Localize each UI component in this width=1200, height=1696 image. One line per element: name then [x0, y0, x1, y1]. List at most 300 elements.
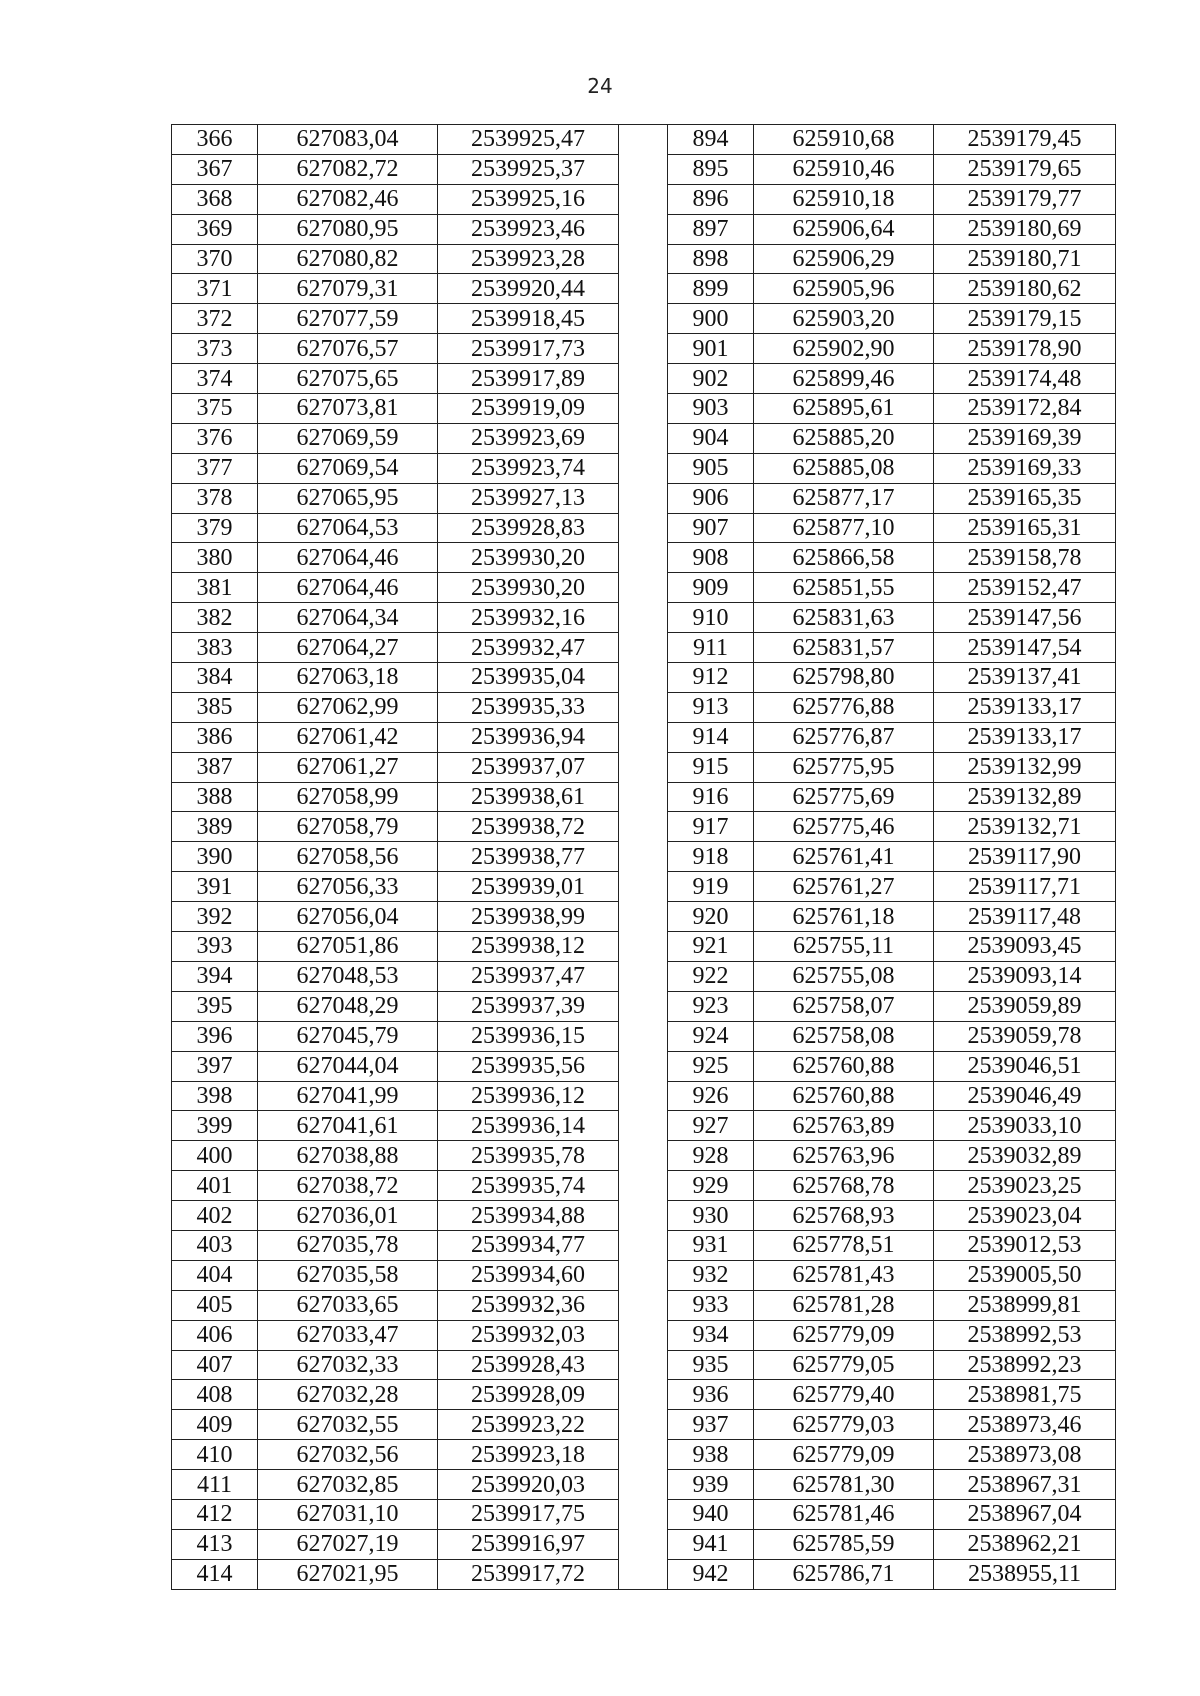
- table-row: [172, 932, 1116, 962]
- left-point-number-cell: 388: [172, 782, 258, 812]
- right-point-number-cell: 927: [668, 1111, 754, 1141]
- right-point-number-cell: 937: [668, 1410, 754, 1440]
- right-y-coordinate-cell: 2539180,69: [934, 214, 1116, 244]
- left-point-number-cell: 366: [172, 125, 258, 155]
- table-row: [172, 991, 1116, 1021]
- left-point-number-cell: 380: [172, 543, 258, 573]
- left-point-number-cell: 377: [172, 453, 258, 483]
- right-point-number-cell: 926: [668, 1081, 754, 1111]
- right-x-coordinate-cell: 625781,46: [754, 1499, 934, 1529]
- right-x-coordinate-cell: 625760,88: [754, 1051, 934, 1081]
- right-y-coordinate-cell: 2539059,89: [934, 991, 1116, 1021]
- table-row: [172, 812, 1116, 842]
- right-point-number-cell: 905: [668, 453, 754, 483]
- table-row: [172, 752, 1116, 782]
- right-point-number-cell: 902: [668, 364, 754, 394]
- right-y-coordinate-cell: 2539169,33: [934, 453, 1116, 483]
- right-y-coordinate-cell: 2538955,11: [934, 1559, 1116, 1589]
- left-point-number-cell: 400: [172, 1141, 258, 1171]
- column-gap: [619, 1081, 668, 1111]
- right-point-number-cell: 909: [668, 573, 754, 603]
- left-y-coordinate-cell: 2539936,14: [438, 1111, 619, 1141]
- column-gap: [619, 1260, 668, 1290]
- left-y-coordinate-cell: 2539938,77: [438, 842, 619, 872]
- left-x-coordinate-cell: 627032,55: [258, 1410, 438, 1440]
- left-y-coordinate-cell: 2539936,94: [438, 722, 619, 752]
- table-row: [172, 1141, 1116, 1171]
- table-row: [172, 603, 1116, 633]
- left-x-coordinate-cell: 627065,95: [258, 483, 438, 513]
- left-y-coordinate-cell: 2539928,83: [438, 513, 619, 543]
- right-x-coordinate-cell: 625866,58: [754, 543, 934, 573]
- table-row: [172, 692, 1116, 722]
- right-y-coordinate-cell: 2539178,90: [934, 334, 1116, 364]
- table-row: [172, 423, 1116, 453]
- right-point-number-cell: 895: [668, 154, 754, 184]
- right-point-number-cell: 903: [668, 394, 754, 424]
- left-point-number-cell: 407: [172, 1350, 258, 1380]
- right-point-number-cell: 910: [668, 603, 754, 633]
- column-gap: [619, 214, 668, 244]
- left-x-coordinate-cell: 627075,65: [258, 364, 438, 394]
- right-point-number-cell: 940: [668, 1499, 754, 1529]
- left-point-number-cell: 405: [172, 1290, 258, 1320]
- right-y-coordinate-cell: 2539165,31: [934, 513, 1116, 543]
- table-row: [172, 1021, 1116, 1051]
- left-point-number-cell: 368: [172, 184, 258, 214]
- right-x-coordinate-cell: 625763,96: [754, 1141, 934, 1171]
- left-y-coordinate-cell: 2539935,78: [438, 1141, 619, 1171]
- column-gap: [619, 394, 668, 424]
- right-point-number-cell: 908: [668, 543, 754, 573]
- left-point-number-cell: 410: [172, 1440, 258, 1470]
- left-point-number-cell: 412: [172, 1499, 258, 1529]
- column-gap: [619, 334, 668, 364]
- table-row: [172, 1201, 1116, 1231]
- left-y-coordinate-cell: 2539935,56: [438, 1051, 619, 1081]
- table-row: [172, 1290, 1116, 1320]
- column-gap: [619, 1111, 668, 1141]
- left-x-coordinate-cell: 627032,56: [258, 1440, 438, 1470]
- left-point-number-cell: 397: [172, 1051, 258, 1081]
- right-point-number-cell: 904: [668, 423, 754, 453]
- column-gap: [619, 423, 668, 453]
- column-gap: [619, 1499, 668, 1529]
- right-y-coordinate-cell: 2538999,81: [934, 1290, 1116, 1320]
- left-y-coordinate-cell: 2539937,07: [438, 752, 619, 782]
- right-x-coordinate-cell: 625910,18: [754, 184, 934, 214]
- column-gap: [619, 1350, 668, 1380]
- left-x-coordinate-cell: 627044,04: [258, 1051, 438, 1081]
- left-point-number-cell: 404: [172, 1260, 258, 1290]
- right-y-coordinate-cell: 2538992,23: [934, 1350, 1116, 1380]
- table-row: [172, 1260, 1116, 1290]
- column-gap: [619, 453, 668, 483]
- left-y-coordinate-cell: 2539932,16: [438, 603, 619, 633]
- table-row: [172, 1470, 1116, 1500]
- right-x-coordinate-cell: 625905,96: [754, 274, 934, 304]
- table-row: [172, 1350, 1116, 1380]
- table-row: [172, 842, 1116, 872]
- right-y-coordinate-cell: 2539147,56: [934, 603, 1116, 633]
- right-y-coordinate-cell: 2539152,47: [934, 573, 1116, 603]
- left-point-number-cell: 390: [172, 842, 258, 872]
- right-x-coordinate-cell: 625902,90: [754, 334, 934, 364]
- left-x-coordinate-cell: 627064,46: [258, 573, 438, 603]
- left-point-number-cell: 367: [172, 154, 258, 184]
- right-point-number-cell: 916: [668, 782, 754, 812]
- right-point-number-cell: 938: [668, 1440, 754, 1470]
- table-row: [172, 1559, 1116, 1589]
- column-gap: [619, 154, 668, 184]
- left-x-coordinate-cell: 627080,82: [258, 244, 438, 274]
- left-y-coordinate-cell: 2539935,33: [438, 692, 619, 722]
- column-gap: [619, 364, 668, 394]
- left-point-number-cell: 392: [172, 902, 258, 932]
- right-y-coordinate-cell: 2538962,21: [934, 1529, 1116, 1559]
- right-x-coordinate-cell: 625831,57: [754, 633, 934, 663]
- right-x-coordinate-cell: 625798,80: [754, 663, 934, 693]
- right-x-coordinate-cell: 625786,71: [754, 1559, 934, 1589]
- right-x-coordinate-cell: 625910,68: [754, 125, 934, 155]
- right-y-coordinate-cell: 2539132,71: [934, 812, 1116, 842]
- table-row: [172, 1499, 1116, 1529]
- left-y-coordinate-cell: 2539937,39: [438, 991, 619, 1021]
- left-point-number-cell: 386: [172, 722, 258, 752]
- right-point-number-cell: 917: [668, 812, 754, 842]
- left-y-coordinate-cell: 2539927,13: [438, 483, 619, 513]
- right-point-number-cell: 935: [668, 1350, 754, 1380]
- left-point-number-cell: 394: [172, 961, 258, 991]
- left-point-number-cell: 381: [172, 573, 258, 603]
- left-x-coordinate-cell: 627064,46: [258, 543, 438, 573]
- column-gap: [619, 1559, 668, 1589]
- column-gap: [619, 1021, 668, 1051]
- coordinates-table: [171, 124, 1116, 1590]
- column-gap: [619, 184, 668, 214]
- right-y-coordinate-cell: 2539137,41: [934, 663, 1116, 693]
- right-y-coordinate-cell: 2539165,35: [934, 483, 1116, 513]
- right-y-coordinate-cell: 2539093,14: [934, 961, 1116, 991]
- right-y-coordinate-cell: 2539059,78: [934, 1021, 1116, 1051]
- left-x-coordinate-cell: 627063,18: [258, 663, 438, 693]
- right-x-coordinate-cell: 625761,41: [754, 842, 934, 872]
- left-y-coordinate-cell: 2539938,72: [438, 812, 619, 842]
- right-y-coordinate-cell: 2539023,04: [934, 1201, 1116, 1231]
- column-gap: [619, 1320, 668, 1350]
- right-x-coordinate-cell: 625763,89: [754, 1111, 934, 1141]
- right-x-coordinate-cell: 625877,10: [754, 513, 934, 543]
- left-point-number-cell: 409: [172, 1410, 258, 1440]
- left-y-coordinate-cell: 2539925,47: [438, 125, 619, 155]
- left-x-coordinate-cell: 627033,65: [258, 1290, 438, 1320]
- left-x-coordinate-cell: 627032,33: [258, 1350, 438, 1380]
- right-point-number-cell: 933: [668, 1290, 754, 1320]
- left-x-coordinate-cell: 627033,47: [258, 1320, 438, 1350]
- right-y-coordinate-cell: 2538967,31: [934, 1470, 1116, 1500]
- left-x-coordinate-cell: 627041,99: [258, 1081, 438, 1111]
- table-body: [172, 125, 1116, 1590]
- left-point-number-cell: 374: [172, 364, 258, 394]
- column-gap: [619, 991, 668, 1021]
- column-gap: [619, 1230, 668, 1260]
- right-y-coordinate-cell: 2539179,65: [934, 154, 1116, 184]
- left-point-number-cell: 413: [172, 1529, 258, 1559]
- left-y-coordinate-cell: 2539923,28: [438, 244, 619, 274]
- right-x-coordinate-cell: 625768,93: [754, 1201, 934, 1231]
- left-x-coordinate-cell: 627021,95: [258, 1559, 438, 1589]
- column-gap: [619, 1440, 668, 1470]
- right-x-coordinate-cell: 625755,11: [754, 932, 934, 962]
- left-point-number-cell: 408: [172, 1380, 258, 1410]
- left-y-coordinate-cell: 2539934,60: [438, 1260, 619, 1290]
- left-point-number-cell: 382: [172, 603, 258, 633]
- left-point-number-cell: 402: [172, 1201, 258, 1231]
- left-point-number-cell: 389: [172, 812, 258, 842]
- right-y-coordinate-cell: 2539005,50: [934, 1260, 1116, 1290]
- page-number: 24: [587, 74, 613, 98]
- left-y-coordinate-cell: 2539919,09: [438, 394, 619, 424]
- right-y-coordinate-cell: 2538992,53: [934, 1320, 1116, 1350]
- right-y-coordinate-cell: 2539133,17: [934, 692, 1116, 722]
- table-row: [172, 154, 1116, 184]
- left-point-number-cell: 376: [172, 423, 258, 453]
- right-point-number-cell: 925: [668, 1051, 754, 1081]
- right-point-number-cell: 907: [668, 513, 754, 543]
- left-x-coordinate-cell: 627064,53: [258, 513, 438, 543]
- left-x-coordinate-cell: 627079,31: [258, 274, 438, 304]
- right-x-coordinate-cell: 625906,29: [754, 244, 934, 274]
- left-point-number-cell: 387: [172, 752, 258, 782]
- left-x-coordinate-cell: 627036,01: [258, 1201, 438, 1231]
- left-y-coordinate-cell: 2539925,16: [438, 184, 619, 214]
- left-point-number-cell: 411: [172, 1470, 258, 1500]
- left-y-coordinate-cell: 2539923,22: [438, 1410, 619, 1440]
- column-gap: [619, 304, 668, 334]
- left-point-number-cell: 370: [172, 244, 258, 274]
- right-point-number-cell: 920: [668, 902, 754, 932]
- table-row: [172, 1081, 1116, 1111]
- left-point-number-cell: 406: [172, 1320, 258, 1350]
- right-y-coordinate-cell: 2539172,84: [934, 394, 1116, 424]
- left-x-coordinate-cell: 627031,10: [258, 1499, 438, 1529]
- right-y-coordinate-cell: 2539180,71: [934, 244, 1116, 274]
- table-row: [172, 1111, 1116, 1141]
- left-point-number-cell: 375: [172, 394, 258, 424]
- table-row: [172, 364, 1116, 394]
- right-x-coordinate-cell: 625910,46: [754, 154, 934, 184]
- right-point-number-cell: 932: [668, 1260, 754, 1290]
- right-point-number-cell: 899: [668, 274, 754, 304]
- right-y-coordinate-cell: 2539032,89: [934, 1141, 1116, 1171]
- left-point-number-cell: 379: [172, 513, 258, 543]
- left-x-coordinate-cell: 627058,56: [258, 842, 438, 872]
- column-gap: [619, 961, 668, 991]
- right-x-coordinate-cell: 625903,20: [754, 304, 934, 334]
- right-x-coordinate-cell: 625895,61: [754, 394, 934, 424]
- right-x-coordinate-cell: 625906,64: [754, 214, 934, 244]
- right-point-number-cell: 896: [668, 184, 754, 214]
- left-x-coordinate-cell: 627038,88: [258, 1141, 438, 1171]
- right-point-number-cell: 941: [668, 1529, 754, 1559]
- right-y-coordinate-cell: 2539117,48: [934, 902, 1116, 932]
- right-x-coordinate-cell: 625831,63: [754, 603, 934, 633]
- left-point-number-cell: 385: [172, 692, 258, 722]
- right-y-coordinate-cell: 2539132,89: [934, 782, 1116, 812]
- table-row: [172, 1320, 1116, 1350]
- right-y-coordinate-cell: 2539169,39: [934, 423, 1116, 453]
- column-gap: [619, 842, 668, 872]
- left-x-coordinate-cell: 627032,85: [258, 1470, 438, 1500]
- right-point-number-cell: 924: [668, 1021, 754, 1051]
- table-row: [172, 125, 1116, 155]
- left-y-coordinate-cell: 2539923,74: [438, 453, 619, 483]
- column-gap: [619, 1410, 668, 1440]
- right-point-number-cell: 934: [668, 1320, 754, 1350]
- column-gap: [619, 902, 668, 932]
- right-y-coordinate-cell: 2539180,62: [934, 274, 1116, 304]
- table-row: [172, 453, 1116, 483]
- left-point-number-cell: 371: [172, 274, 258, 304]
- left-y-coordinate-cell: 2539936,15: [438, 1021, 619, 1051]
- right-x-coordinate-cell: 625776,87: [754, 722, 934, 752]
- table-row: [172, 1440, 1116, 1470]
- right-x-coordinate-cell: 625851,55: [754, 573, 934, 603]
- left-x-coordinate-cell: 627041,61: [258, 1111, 438, 1141]
- left-y-coordinate-cell: 2539930,20: [438, 543, 619, 573]
- left-x-coordinate-cell: 627073,81: [258, 394, 438, 424]
- left-x-coordinate-cell: 627027,19: [258, 1529, 438, 1559]
- left-point-number-cell: 414: [172, 1559, 258, 1589]
- left-y-coordinate-cell: 2539923,69: [438, 423, 619, 453]
- right-y-coordinate-cell: 2539132,99: [934, 752, 1116, 782]
- right-y-coordinate-cell: 2539046,49: [934, 1081, 1116, 1111]
- table-row: [172, 513, 1116, 543]
- right-x-coordinate-cell: 625885,20: [754, 423, 934, 453]
- column-gap: [619, 633, 668, 663]
- right-x-coordinate-cell: 625779,09: [754, 1440, 934, 1470]
- right-x-coordinate-cell: 625781,30: [754, 1470, 934, 1500]
- right-x-coordinate-cell: 625779,03: [754, 1410, 934, 1440]
- right-x-coordinate-cell: 625755,08: [754, 961, 934, 991]
- left-y-coordinate-cell: 2539925,37: [438, 154, 619, 184]
- table-row: [172, 663, 1116, 693]
- left-y-coordinate-cell: 2539932,47: [438, 633, 619, 663]
- table-row: [172, 1380, 1116, 1410]
- right-x-coordinate-cell: 625779,05: [754, 1350, 934, 1380]
- right-x-coordinate-cell: 625761,18: [754, 902, 934, 932]
- right-x-coordinate-cell: 625778,51: [754, 1230, 934, 1260]
- left-x-coordinate-cell: 627056,04: [258, 902, 438, 932]
- right-point-number-cell: 928: [668, 1141, 754, 1171]
- left-x-coordinate-cell: 627076,57: [258, 334, 438, 364]
- column-gap: [619, 543, 668, 573]
- left-x-coordinate-cell: 627082,46: [258, 184, 438, 214]
- right-x-coordinate-cell: 625785,59: [754, 1529, 934, 1559]
- right-x-coordinate-cell: 625768,78: [754, 1171, 934, 1201]
- left-x-coordinate-cell: 627058,79: [258, 812, 438, 842]
- left-y-coordinate-cell: 2539916,97: [438, 1529, 619, 1559]
- column-gap: [619, 752, 668, 782]
- left-x-coordinate-cell: 627048,29: [258, 991, 438, 1021]
- right-x-coordinate-cell: 625781,43: [754, 1260, 934, 1290]
- right-point-number-cell: 930: [668, 1201, 754, 1231]
- left-y-coordinate-cell: 2539932,36: [438, 1290, 619, 1320]
- table-row: [172, 304, 1116, 334]
- table-row: [172, 244, 1116, 274]
- left-x-coordinate-cell: 627061,27: [258, 752, 438, 782]
- right-x-coordinate-cell: 625885,08: [754, 453, 934, 483]
- table-row: [172, 782, 1116, 812]
- right-x-coordinate-cell: 625760,88: [754, 1081, 934, 1111]
- table-row: [172, 722, 1116, 752]
- right-point-number-cell: 923: [668, 991, 754, 1021]
- right-point-number-cell: 900: [668, 304, 754, 334]
- left-point-number-cell: 373: [172, 334, 258, 364]
- right-point-number-cell: 922: [668, 961, 754, 991]
- column-gap: [619, 872, 668, 902]
- left-x-coordinate-cell: 627035,78: [258, 1230, 438, 1260]
- left-y-coordinate-cell: 2539928,09: [438, 1380, 619, 1410]
- left-y-coordinate-cell: 2539938,12: [438, 932, 619, 962]
- column-gap: [619, 692, 668, 722]
- left-point-number-cell: 393: [172, 932, 258, 962]
- left-point-number-cell: 395: [172, 991, 258, 1021]
- left-y-coordinate-cell: 2539918,45: [438, 304, 619, 334]
- left-x-coordinate-cell: 627045,79: [258, 1021, 438, 1051]
- right-x-coordinate-cell: 625775,69: [754, 782, 934, 812]
- left-point-number-cell: 396: [172, 1021, 258, 1051]
- left-x-coordinate-cell: 627032,28: [258, 1380, 438, 1410]
- left-point-number-cell: 403: [172, 1230, 258, 1260]
- left-point-number-cell: 401: [172, 1171, 258, 1201]
- left-x-coordinate-cell: 627056,33: [258, 872, 438, 902]
- right-y-coordinate-cell: 2539033,10: [934, 1111, 1116, 1141]
- table-row: [172, 274, 1116, 304]
- column-gap: [619, 1470, 668, 1500]
- right-y-coordinate-cell: 2539023,25: [934, 1171, 1116, 1201]
- right-point-number-cell: 918: [668, 842, 754, 872]
- right-point-number-cell: 913: [668, 692, 754, 722]
- left-y-coordinate-cell: 2539935,04: [438, 663, 619, 693]
- right-y-coordinate-cell: 2538981,75: [934, 1380, 1116, 1410]
- column-gap: [619, 274, 668, 304]
- left-x-coordinate-cell: 627035,58: [258, 1260, 438, 1290]
- left-x-coordinate-cell: 627061,42: [258, 722, 438, 752]
- left-x-coordinate-cell: 627080,95: [258, 214, 438, 244]
- table-row: [172, 902, 1116, 932]
- column-gap: [619, 663, 668, 693]
- table-row: [172, 573, 1116, 603]
- left-point-number-cell: 369: [172, 214, 258, 244]
- right-x-coordinate-cell: 625758,07: [754, 991, 934, 1021]
- left-point-number-cell: 372: [172, 304, 258, 334]
- column-gap: [619, 932, 668, 962]
- right-point-number-cell: 906: [668, 483, 754, 513]
- left-point-number-cell: 391: [172, 872, 258, 902]
- column-gap: [619, 1290, 668, 1320]
- column-gap: [619, 244, 668, 274]
- right-point-number-cell: 912: [668, 663, 754, 693]
- right-y-coordinate-cell: 2539174,48: [934, 364, 1116, 394]
- right-point-number-cell: 921: [668, 932, 754, 962]
- left-x-coordinate-cell: 627062,99: [258, 692, 438, 722]
- left-y-coordinate-cell: 2539923,46: [438, 214, 619, 244]
- table-row: [172, 1529, 1116, 1559]
- left-x-coordinate-cell: 627069,54: [258, 453, 438, 483]
- left-y-coordinate-cell: 2539930,20: [438, 573, 619, 603]
- left-y-coordinate-cell: 2539935,74: [438, 1171, 619, 1201]
